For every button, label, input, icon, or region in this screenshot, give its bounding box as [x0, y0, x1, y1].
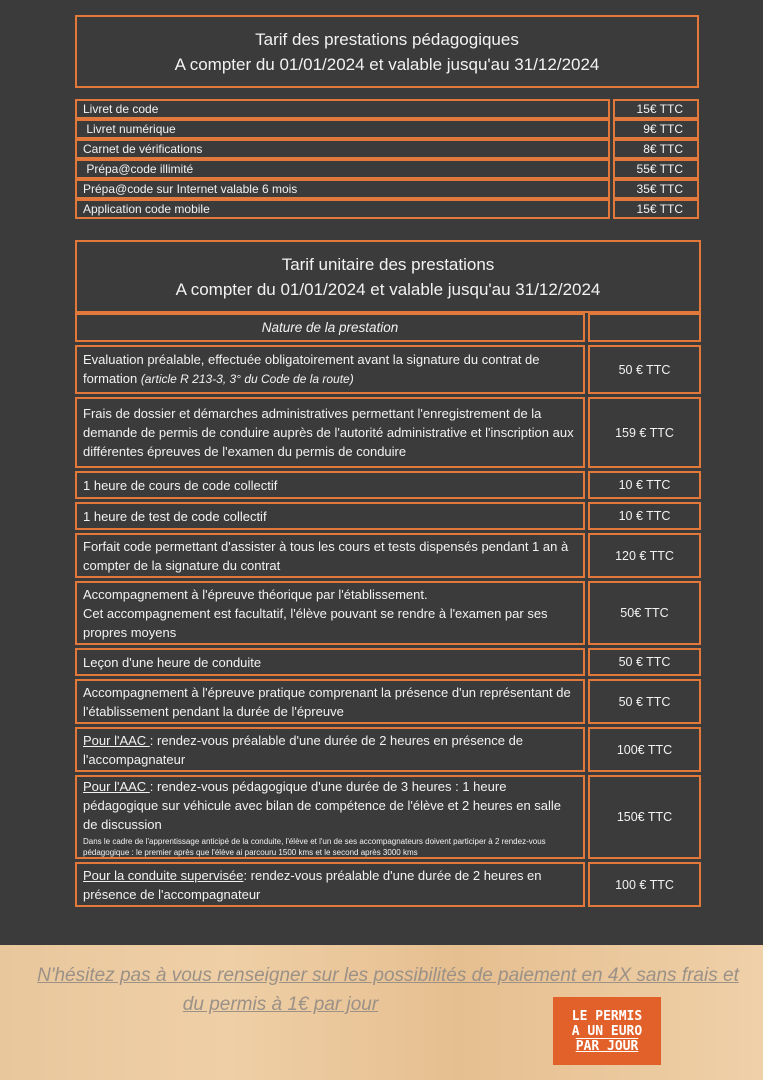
pedago-subtitle: A compter du 01/01/2024 et valable jusqu'au 31/12/2024	[174, 54, 600, 74]
unitaire-title: Tarif unitaire des prestations	[281, 254, 495, 274]
row-description	[75, 648, 585, 676]
row-text: Accompagnement à l'épreuve pratique comprenant la présence d'un représentant de l'établissement pendant la durée de l'épreuve	[83, 684, 571, 719]
table-header-row	[75, 313, 701, 342]
row-underlined-label: Pour l'AAC	[83, 732, 150, 748]
row-label: Livret numérique	[75, 119, 610, 139]
table-row	[75, 345, 701, 394]
row-label: Application code mobile	[75, 199, 610, 219]
row-price: 55€ TTC	[613, 159, 699, 179]
table-row	[75, 159, 699, 179]
row-text: : rendez-vous préalable d'une durée de 2 heures en présence de l'accompagnateur	[83, 867, 542, 902]
row-text: : rendez-vous préalable d'une durée de 2 heures en présence de l'accompagnateur	[83, 732, 524, 767]
row-note: Dans le cadre de l'apprentissage anticipé de la conduite, l'élève et l'un de ses accompagnateurs doivent participer à 2 rendez-vous pédagogique : le premier après que l'élève ai parcouru 1500 kms et le second après 3000 kms	[83, 836, 546, 857]
row-price: 9€ TTC	[613, 119, 699, 139]
row-price: 15€ TTC	[613, 99, 699, 119]
row-label: Carnet de vérifications	[75, 139, 610, 159]
table-row	[75, 139, 699, 159]
logo-line-2: A UN EURO	[571, 1023, 643, 1039]
row-description	[75, 862, 585, 907]
footer-line-2: du permis à 1€ par jour	[182, 994, 379, 1015]
logo-line-3: PAR JOUR	[575, 1038, 639, 1054]
row-description	[75, 727, 585, 772]
table-row	[75, 862, 701, 907]
header-price	[588, 313, 701, 342]
row-text: 1 heure de test de code collectif	[83, 508, 267, 524]
row-price: 50 € TTC	[588, 679, 701, 724]
row-price: 100€ TTC	[588, 727, 701, 772]
row-reference: (article R 213-3, 3° du Code de la route)	[140, 372, 354, 386]
row-text: Evaluation préalable, effectuée obligatoirement avant la signature du contrat de formation	[83, 352, 540, 386]
header-nature: Nature de la prestation	[75, 313, 585, 342]
table-row	[75, 179, 699, 199]
row-price: 50€ TTC	[588, 581, 701, 645]
row-underlined-label: Pour l'AAC	[83, 778, 150, 794]
permis-un-euro-logo	[553, 997, 661, 1065]
logo-line-1: LE PERMIS	[571, 1008, 643, 1024]
row-price: 15€ TTC	[613, 199, 699, 219]
row-price: 150€ TTC	[588, 775, 701, 859]
row-description	[75, 471, 585, 499]
row-label: Livret de code	[75, 99, 610, 119]
row-underlined-label: Pour la conduite supervisée	[83, 867, 244, 883]
row-price: 35€ TTC	[613, 179, 699, 199]
row-text: : rendez-vous pédagogique d'une durée de 3 heures : 1 heure pédagogique sur véhicule avec bilan de compétence de l'élève et 2 heures en salle de discussion	[83, 778, 562, 832]
table-row	[75, 397, 701, 468]
row-price: 50 € TTC	[588, 345, 701, 394]
unitaire-title-box	[75, 240, 701, 313]
table-row	[75, 648, 701, 676]
row-description	[75, 775, 585, 859]
table-row	[75, 581, 701, 645]
pedago-table	[75, 99, 699, 219]
table-row	[75, 471, 701, 499]
row-price: 120 € TTC	[588, 533, 701, 578]
table-row	[75, 727, 701, 772]
row-price: 50 € TTC	[588, 648, 701, 676]
row-description	[75, 533, 585, 578]
row-label: Prépa@code sur Internet valable 6 mois	[75, 179, 610, 199]
table-row	[75, 502, 701, 530]
row-description	[75, 679, 585, 724]
pedago-title-box	[75, 15, 699, 88]
unitaire-table	[75, 313, 701, 910]
table-row	[75, 533, 701, 578]
row-description	[75, 581, 585, 645]
row-text: Frais de dossier et démarches administratives permettant l'enregistrement de la demande de permis de conduire auprès de l'autorité administrative et l'inscription aux différentes épreuves de l'examen du permis de conduire	[83, 406, 574, 459]
row-price: 159 € TTC	[588, 397, 701, 468]
row-price: 10 € TTC	[588, 471, 701, 499]
row-price: 8€ TTC	[613, 139, 699, 159]
row-description	[75, 345, 585, 394]
row-text: Forfait code permettant d'assister à tous les cours et tests dispensés pendant 1 an à compter de la signature du contrat	[83, 538, 569, 573]
row-label: Prépa@code illimité	[75, 159, 610, 179]
row-text: Accompagnement à l'épreuve théorique par l'établissement.	[83, 586, 428, 602]
table-row	[75, 199, 699, 219]
row-description	[75, 502, 585, 530]
table-row	[75, 119, 699, 139]
row-price: 10 € TTC	[588, 502, 701, 530]
table-row	[75, 775, 701, 859]
row-text: 1 heure de cours de code collectif	[83, 477, 278, 493]
pedago-title: Tarif des prestations pédagogiques	[255, 29, 519, 49]
table-row	[75, 99, 699, 119]
row-text-2: Cet accompagnement est facultatif, l'élève pouvant se rendre à l'examen par ses propres moyens	[83, 605, 548, 640]
footer-line-1: N'hésitez pas à vous renseigner sur les possibilités de paiement en 4X sans frais et	[37, 965, 739, 986]
row-price: 100 € TTC	[588, 862, 701, 907]
row-text: Leçon d'une heure de conduite	[83, 654, 262, 670]
row-description	[75, 397, 585, 468]
unitaire-subtitle: A compter du 01/01/2024 et valable jusqu'au 31/12/2024	[175, 279, 601, 299]
table-row	[75, 679, 701, 724]
